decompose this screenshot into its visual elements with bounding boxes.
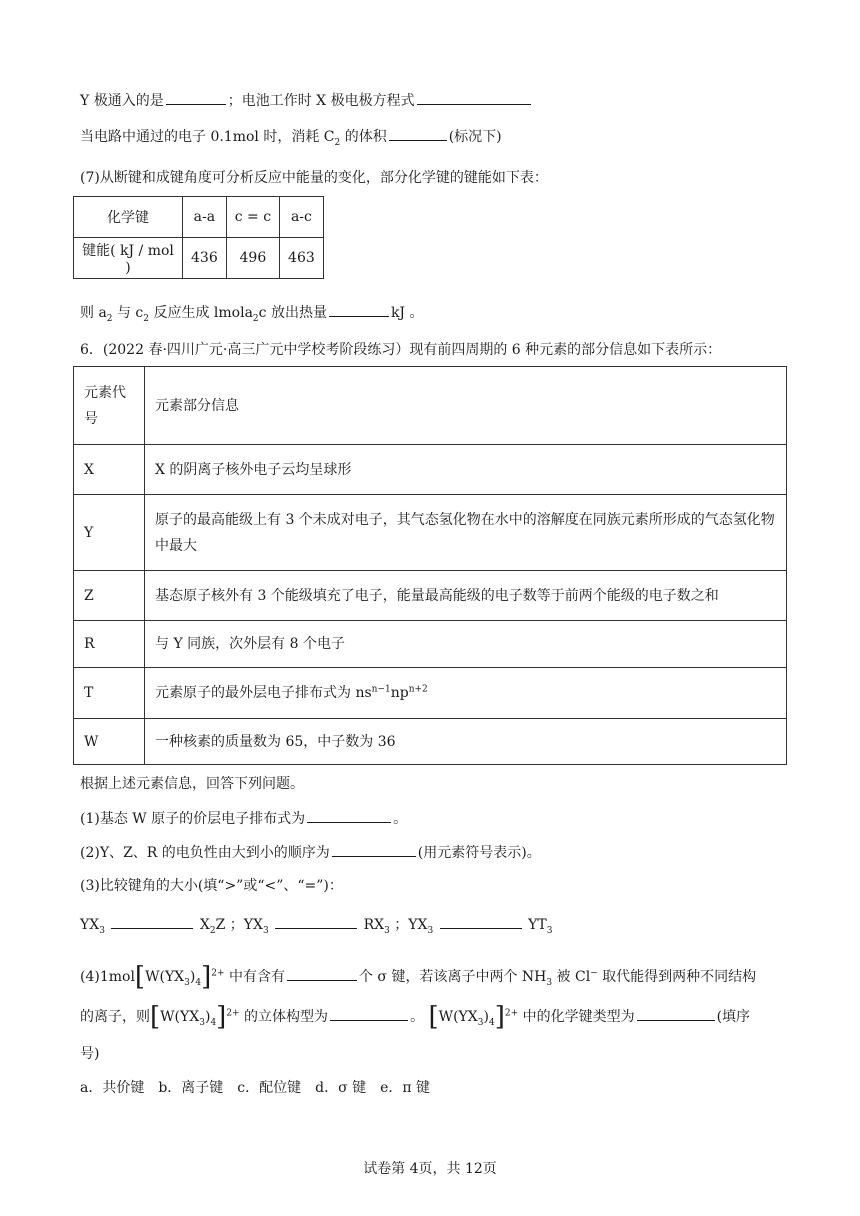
table-row bbox=[74, 197, 324, 238]
answer-options: a．共价键 b．离子键 c．配位键 d．σ 键 e．π 键 bbox=[80, 1080, 431, 1096]
page-footer: 试卷第 4页，共 12页 bbox=[363, 1161, 497, 1177]
table-cell: X 的阴离子核外电子云均呈球形 bbox=[145, 445, 787, 495]
table-cell: 元素原子的最外层电子排布式为 $ns^{n-1}np^{n+2}$ bbox=[145, 668, 787, 719]
table-cell: 键能( kJ / mol ) bbox=[74, 238, 183, 279]
table-header-cell: a-c bbox=[280, 197, 324, 238]
question-3: (3)比较键角的大小(填“>”或“<”、“=”)： bbox=[80, 878, 343, 894]
table-cell: 496 bbox=[226, 238, 279, 279]
answer-blank[interactable] bbox=[307, 808, 391, 823]
table-row bbox=[74, 238, 324, 279]
table-cell: T bbox=[74, 668, 145, 719]
answer-blank[interactable] bbox=[111, 914, 193, 929]
table-cell: 463 bbox=[280, 238, 324, 279]
answer-intro: 根据上述元素信息，回答下列问题。 bbox=[80, 776, 304, 792]
element-info-table bbox=[73, 366, 787, 765]
answer-blank[interactable] bbox=[332, 842, 416, 857]
question-4-line-3: 号) bbox=[80, 1046, 100, 1062]
question-1: (1)基态 W 原子的价层电子排布式为 。 bbox=[80, 808, 407, 829]
table-row bbox=[74, 668, 787, 719]
table-cell: Y bbox=[74, 495, 145, 571]
line-electron-volume: 当电路中通过的电子 0.1mol 时，消耗 $C_2$ 的体积 (标况下) bbox=[80, 126, 502, 147]
answer-blank[interactable] bbox=[275, 914, 357, 929]
table-cell: 一种核素的质量数为 65，中子数为 36 bbox=[145, 719, 787, 765]
answer-blank[interactable] bbox=[166, 90, 226, 105]
table-row bbox=[74, 719, 787, 765]
table-cell: Z bbox=[74, 571, 145, 621]
table-cell: X bbox=[74, 445, 145, 495]
table-cell: R bbox=[74, 621, 145, 668]
table-row bbox=[74, 445, 787, 495]
table-cell: 436 bbox=[183, 238, 227, 279]
line-heat-release: 则 $a_2$ 与 $c_2$ 反应生成 lmola$_2$c 放出热量 kJ 。 bbox=[80, 302, 424, 323]
table-row bbox=[74, 621, 787, 668]
answer-blank[interactable] bbox=[637, 1006, 715, 1021]
table-header-cell: 元素部分信息 bbox=[145, 367, 787, 445]
table-header-cell: c = c bbox=[226, 197, 279, 238]
question-6-text: 6．(2022 春·四川广元·高三广元中学校考阶段练习）现有前四周期的 6 种元素的部分信息如下表所示： bbox=[80, 342, 722, 358]
question-2: (2)Y、Z、R 的电负性由大到小的顺序为 (用元素符号表示)。 bbox=[80, 842, 541, 863]
line-y-electrode: Y 极通入的是 ；电池工作时 X 极电极方程式 bbox=[80, 90, 533, 111]
answer-blank[interactable] bbox=[440, 914, 522, 929]
answer-blank[interactable] bbox=[389, 126, 447, 141]
answer-blank[interactable] bbox=[329, 302, 389, 317]
table-cell: W bbox=[74, 719, 145, 765]
answer-blank[interactable] bbox=[287, 966, 357, 981]
question-3-comparisons: $YX_3$ $X_2Z$ ；$YX_3$ $RX_3$ ；$YX_3$ $YT_3$ bbox=[80, 914, 552, 935]
table-header-cell: 化学键 bbox=[74, 197, 183, 238]
table-row bbox=[74, 367, 787, 445]
table-cell: 基态原子核外有 3 个能级填充了电子，能量最高能级的电子数等于前两个能级的电子数之和 bbox=[145, 571, 787, 621]
table-cell: 原子的最高能级上有 3 个未成对电子，其气态氢化物在水中的溶解度在同族元素所形成的气态氢化物中最大 bbox=[145, 495, 787, 571]
bond-energy-table bbox=[73, 196, 324, 279]
question-4-line-2: 的离子，则$[W(YX_3)_4]^{2+}$ 的立体构型为 。 $[W(YX_3)_4]^{2+}$ 中的化学键类型为 (填序 bbox=[80, 1002, 751, 1032]
table-row bbox=[74, 495, 787, 571]
table-header-cell: a-a bbox=[183, 197, 227, 238]
question-7-text: (7)从断键和成键角度可分析反应中能量的变化，部分化学键的键能如下表： bbox=[80, 170, 548, 186]
table-row bbox=[74, 571, 787, 621]
table-cell: 与 Y 同族，次外层有 8 个电子 bbox=[145, 621, 787, 668]
table-header-cell: 元素代 号 bbox=[74, 367, 145, 445]
answer-blank[interactable] bbox=[330, 1006, 408, 1021]
answer-blank[interactable] bbox=[417, 90, 531, 105]
question-4-line-1: $(4)1mol[W(YX_3)_4]^{2+}$ 中有含有 个 σ 键，若该离子中两个 $NH_3$ 被 Cl− 取代能得到两种不同结构 bbox=[80, 962, 757, 992]
